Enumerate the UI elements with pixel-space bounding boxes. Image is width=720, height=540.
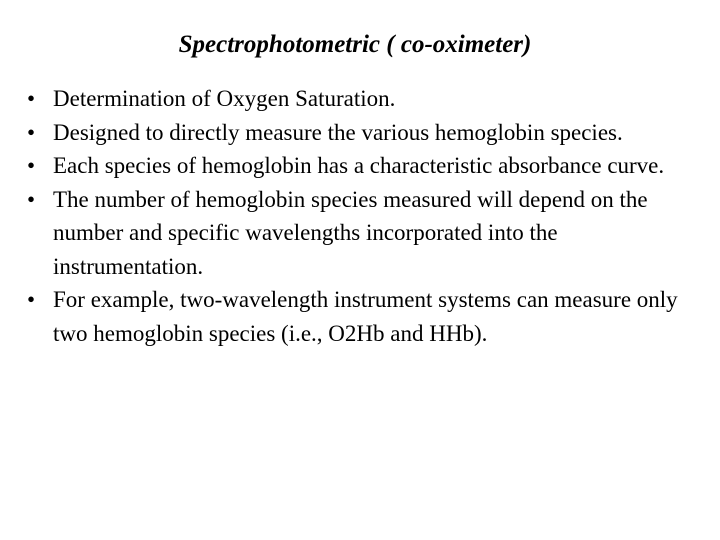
bullet-item (27, 283, 687, 350)
bullet-text: Designed to directly measure the various hemoglobin species. (53, 119, 623, 145)
bullet-text: For example, two-wavelength instrument systems can measure only two hemoglobin species (i.e., O2Hb and HHb). (53, 287, 678, 346)
bullet-item (27, 183, 687, 284)
bullet-text: Each species of hemoglobin has a characteristic absorbance curve. (53, 153, 665, 178)
bullet-icon: • (27, 287, 36, 312)
bullet-icon: • (27, 186, 36, 212)
bullet-icon: • (27, 86, 36, 111)
bullet-icon: • (27, 119, 36, 145)
bullet-text: Determination of Oxygen Saturation. (53, 86, 396, 111)
bullet-item (27, 116, 687, 150)
bullet-text: The number of hemoglobin species measured will depend on the number and specific wavelengths incorporated into the instrumentation. (53, 186, 648, 279)
bullet-list (27, 82, 687, 350)
bullet-item (27, 149, 687, 183)
slide-title: Spectrophotometric ( co-oximeter) (178, 31, 532, 58)
bullet-item (27, 82, 687, 116)
bullet-icon: • (27, 153, 36, 178)
